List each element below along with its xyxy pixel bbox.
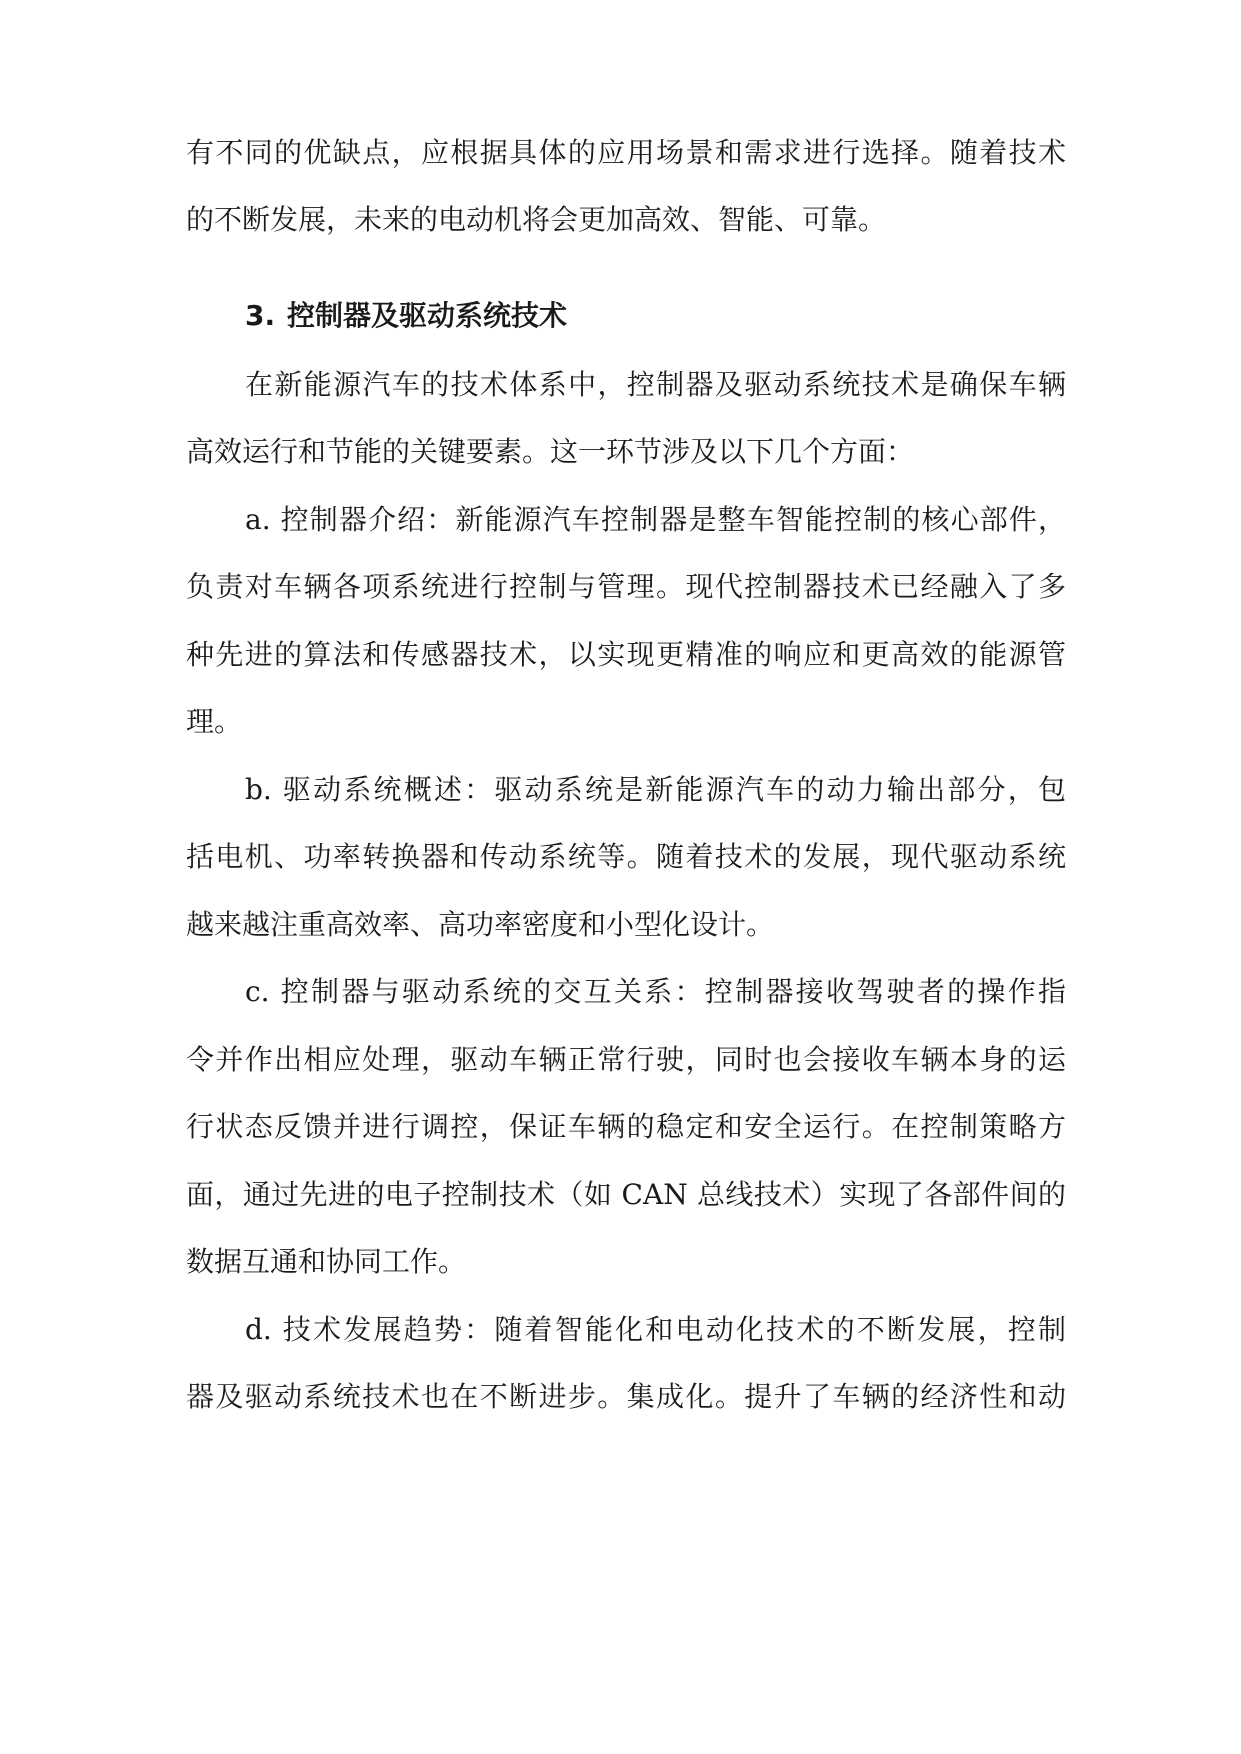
list-item-c-line: 行状态反馈并进行调控，保证车辆的稳定和安全运行。在控制策略方 xyxy=(186,1110,1066,1143)
list-item-a-line: 理。 xyxy=(186,705,243,738)
section-number: 3. xyxy=(245,299,276,332)
paragraph-line: 高效运行和节能的关键要素。这一环节涉及以下几个方面： xyxy=(186,435,915,468)
list-item-b-line: 越来越注重高效率、高功率密度和小型化设计。 xyxy=(186,908,775,941)
list-item-a-line: 种先进的算法和传感器技术，以实现更精准的响应和更高效的能源管 xyxy=(186,638,1066,671)
paragraph-line: 有不同的优缺点，应根据具体的应用场景和需求进行选择。随着技术 xyxy=(186,136,1066,169)
list-item-b-line: 括电机、功率转换器和传动系统等。随着技术的发展，现代驱动系统 xyxy=(186,840,1066,873)
list-item-b-line: b. 驱动系统概述：驱动系统是新能源汽车的动力输出部分，包 xyxy=(245,773,1066,806)
list-item-a-line: a. 控制器介绍：新能源汽车控制器是整车智能控制的核心部件， xyxy=(245,503,1066,536)
list-item-c-line: 面，通过先进的电子控制技术（如 CAN 总线技术）实现了各部件间的 xyxy=(186,1178,1066,1211)
list-item-d-line: d. 技术发展趋势：随着智能化和电动化技术的不断发展，控制 xyxy=(245,1313,1066,1346)
list-item-c-line: c. 控制器与驱动系统的交互关系：控制器接收驾驶者的操作指 xyxy=(245,975,1066,1008)
list-item-c-line: 令并作出相应处理，驱动车辆正常行驶，同时也会接收车辆本身的运 xyxy=(186,1043,1066,1076)
list-item-d-line: 器及驱动系统技术也在不断进步。集成化。提升了车辆的经济性和动 xyxy=(186,1380,1066,1413)
section-heading xyxy=(245,296,567,336)
paragraph-line: 在新能源汽车的技术体系中，控制器及驱动系统技术是确保车辆 xyxy=(245,368,1066,401)
list-item-c-line: 数据互通和协同工作。 xyxy=(186,1245,467,1278)
list-item-a-line: 负责对车辆各项系统进行控制与管理。现代控制器技术已经融入了多 xyxy=(186,570,1066,603)
section-title: 控制器及驱动系统技术 xyxy=(287,299,568,332)
paragraph-line: 的不断发展，未来的电动机将会更加高效、智能、可靠。 xyxy=(186,203,887,236)
